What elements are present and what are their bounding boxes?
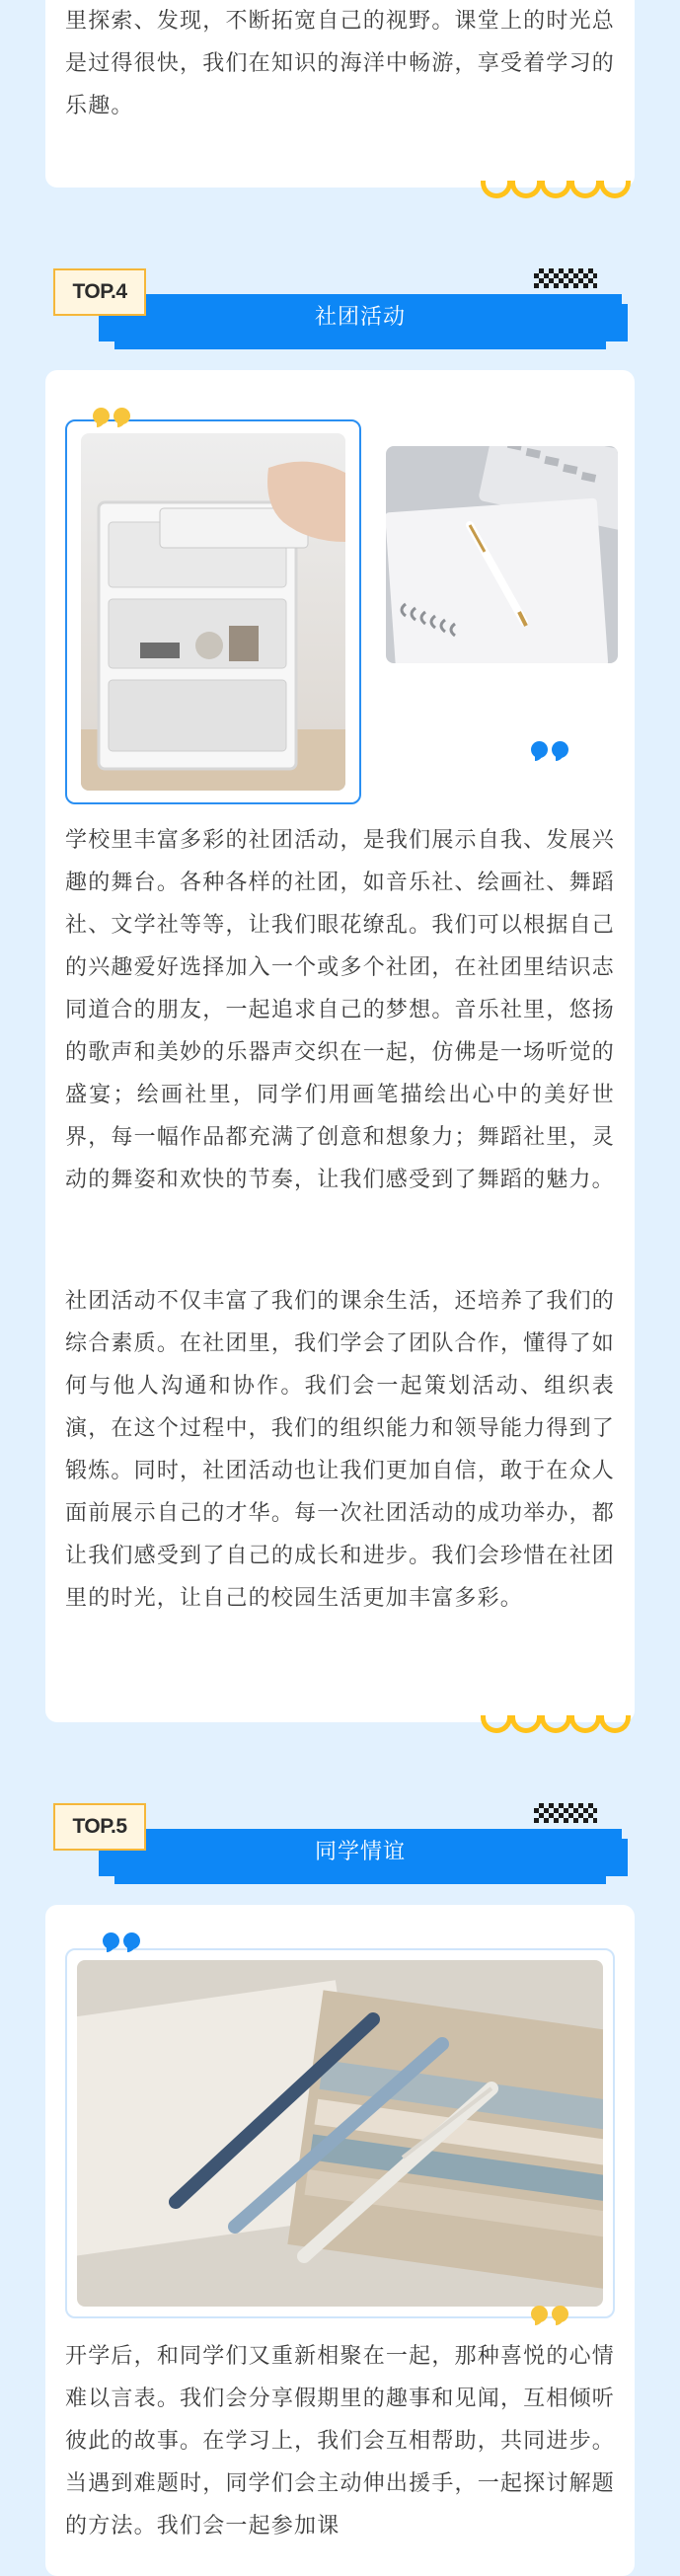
section5-paragraph: 开学后，和同学们又重新相聚在一起，那种喜悦的心情难以言表。我们会分享假期里的趣事和见闻，互相倾听彼此的故事。在学习上，我们会互相帮助，共同进步。当遇到难题时，同学们会主动伸出援手，一起探讨解题的方法。我们会一起参加课	[65, 2344, 615, 2538]
checker-decoration	[534, 1803, 597, 1823]
quote-dots-icon	[531, 741, 568, 758]
pens-notebooks-photo	[77, 1960, 603, 2307]
pens-notebooks-image	[77, 1960, 603, 2307]
section3-card	[45, 0, 635, 188]
drawer-organizer-image	[81, 433, 345, 791]
section5-tag: TOP.5	[53, 1803, 146, 1851]
section4-tag: TOP.4	[53, 268, 146, 316]
wave-decoration	[481, 1715, 629, 1733]
section5-header	[0, 1793, 680, 1888]
section4-header	[0, 259, 680, 353]
section3-paragraph: 里探索、发现，不断拓宽自己的视野。课堂上的时光总是过得很快，我们在知识的海洋中畅游，享受着学习的乐趣。	[65, 9, 615, 118]
section5-card	[45, 1905, 635, 2576]
section4-paragraph-1: 学校里丰富多彩的社团活动，是我们展示自我、发展兴趣的舞台。各种各样的社团，如音乐社、绘画社、舞蹈社、文学社等等，让我们眼花缭乱。我们可以根据自己的兴趣爱好选择加入一个或多个社团，在社团里结识志同道合的朋友，一起追求自己的梦想。音乐社里，悠扬的歌声和美妙的乐器声交织在一起，仿佛是一场听觉的盛宴；绘画社里，同学们用画笔描绘出心中的美好世界，每一幅作品都充满了创意和想象力；舞蹈社里，灵动的舞姿和欢快的节奏，让我们感受到了舞蹈的魅力。	[65, 828, 615, 1192]
quote-dots-icon	[103, 1932, 140, 1949]
section4-card	[45, 370, 635, 1722]
checker-decoration	[534, 268, 597, 288]
notebook-pen-image	[386, 446, 618, 663]
section4-paragraph-2: 社团活动不仅丰富了我们的课余生活，还培养了我们的综合素质。在社团里，我们学会了团队合作，懂得了如何与他人沟通和协作。我们会一起策划活动、组织表演，在这个过程中，我们的组织能力和领导能力得到了锻炼。同时，社团活动也让我们更加自信，敢于在众人面前展示自己的才华。每一次社团活动的成功举办，都让我们感受到了自己的成长和进步。我们会珍惜在社团里的时光，让自己的校园生活更加丰富多彩。	[65, 1289, 615, 1611]
drawer-organizer-photo	[81, 433, 345, 791]
section4-title: 社团活动	[314, 305, 406, 330]
quote-dots-icon	[531, 2306, 568, 2322]
section5-title: 同学情谊	[314, 1840, 406, 1864]
quote-dots-icon	[93, 408, 130, 424]
wave-decoration	[481, 181, 629, 198]
notebook-pen-photo	[386, 446, 618, 663]
